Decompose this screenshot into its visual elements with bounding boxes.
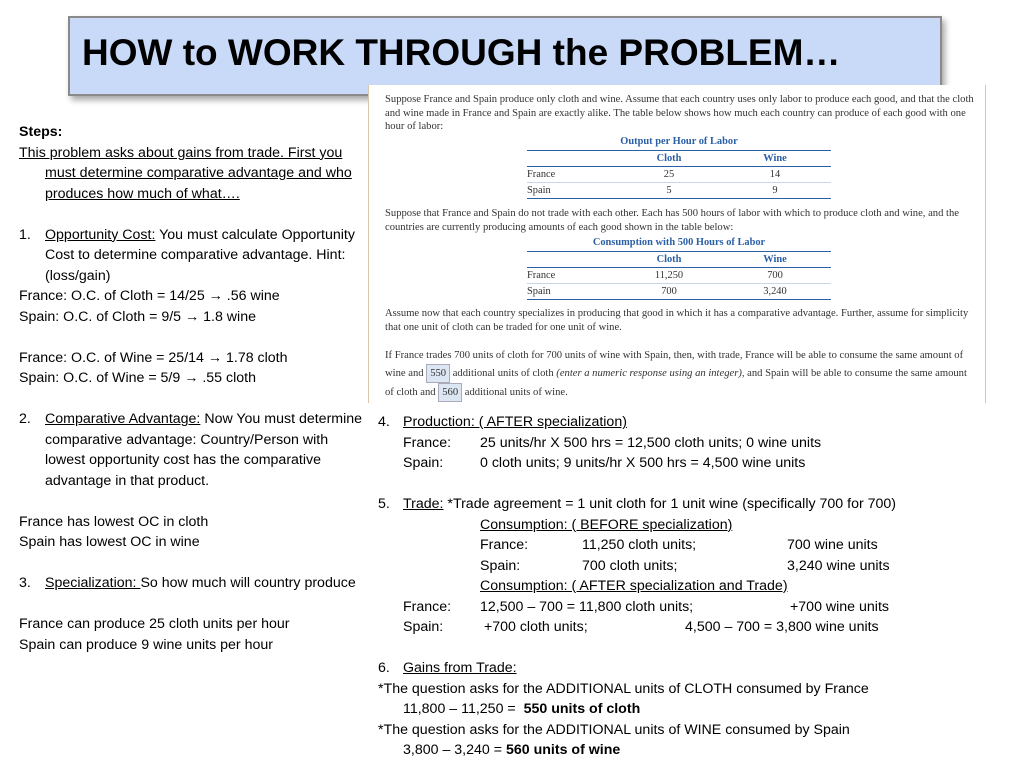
ca-line: Spain has lowest OC in wine — [19, 534, 200, 550]
after-row: France: 12,500 – 700 = 11,800 cloth units; +700 wine units — [403, 598, 889, 615]
oc-line: Spain: O.C. of Wine = 5/9 → .55 cloth — [19, 370, 256, 386]
table-row: Spain 5 9 — [527, 183, 831, 199]
table-caption: Output per Hour of Labor — [527, 135, 831, 151]
step-1-text: You must calculate Opportunity Cost to determine comparative advantage. Hint: (loss/gain) — [45, 226, 355, 284]
slide-title: HOW to WORK THROUGH the PROBLEM… — [82, 32, 841, 73]
answer-wine: 560 units of wine — [505, 742, 621, 758]
table-row: France 11,250 700 — [527, 268, 831, 284]
before-row: France: 11,250 cloth units; 700 wine units — [480, 537, 878, 553]
answer-cloth: 550 units of cloth — [523, 701, 641, 717]
spec-line: France can produce 25 cloth units per hour — [19, 616, 290, 632]
production-row: France: 25 units/hr X 500 hrs = 12,500 cloth units; 0 wine units — [403, 434, 822, 451]
step-1: 1. Opportunity Cost: You must calculate Opportunity Cost to determine comparative advantage. Hint: (loss/gain) — [19, 226, 355, 284]
step-5-heading: Trade: — [403, 496, 444, 512]
consumption-table — [527, 236, 831, 300]
step-2-heading: Comparative Advantage: — [45, 411, 201, 427]
step-2: 2. Comparative Advantage: Now You must determine comparative advantage: Country/Person with lowest opportunity cost has the comparative advantage in that product. — [19, 411, 363, 489]
step-3-heading: Specialization: — [45, 575, 141, 591]
step-1-heading: Opportunity Cost: — [45, 226, 156, 243]
step-6-heading: Gains from Trade: — [403, 660, 517, 676]
answer-box-cloth: 550 — [426, 364, 450, 383]
step-4-heading: Production: ( AFTER specialization) — [403, 414, 627, 430]
step-5: 5. Trade: *Trade agreement = 1 unit cloth for 1 unit wine (specifically 700 for 700) — [378, 494, 1018, 515]
before-row: Spain: 700 cloth units; 3,240 wine units — [480, 557, 890, 574]
steps-label: Steps: — [19, 124, 63, 140]
step-4: 4. Production: ( AFTER specialization) — [378, 412, 1018, 433]
tb-paragraph-2: Suppose that France and Spain do not trade with each other. Each has 500 hours of labor with which to produce cloth and wine, and the countries are currently producing amounts of each good shown in the table below: — [385, 208, 959, 233]
after-heading: Consumption: ( AFTER specialization and Trade) — [480, 578, 788, 594]
after-row: Spain: +700 cloth units; 4,500 – 700 = 3,800 wine units — [403, 619, 879, 635]
tb-paragraph-1: Suppose France and Spain produce only cloth and wine. Assume that each country uses only labor to produce each good, and that the cloth and wine made in France and Spain are exactly alike. The table below shows how much each country can produce of each good with one hour of labor: — [385, 94, 974, 133]
left-column — [19, 122, 364, 655]
textbook-excerpt — [368, 85, 986, 403]
table-row: France 25 14 — [527, 167, 831, 183]
table-caption: Consumption with 500 Hours of Labor — [527, 236, 831, 252]
right-column: 4. Production: ( AFTER specialization) France: 25 units/hr X 500 hrs = 12,500 cloth units; 0 wine units Spain: 0 cloth units; 9 units/hr X 500 hrs = 4,500 wine units 5. Trade: *Trade agreement = 1 unit cloth for 1 unit wine (specifically 700 for 700) Consumption: ( BEFORE specialization) France: 11,250 cloth units; 700 wine units Spain: 700 cloth units; 3,240 wine units Consumption: ( AFTER specialization and Trade) France: 12,500 – 700 = 11,800 cloth units; +700 wine units Spain: +700 cloth units; 4,500 – 700 = 3,800 wine units 6. Gains from Trade: *The question asks for the ADDITIONAL units of CLOTH consumed by France 11,800 – 11,250 = 550 units of cloth *The question asks for the ADDITIONAL units of WINE consumed by Spain 3,800 – 3,240 = 560 units of wine — [378, 412, 1018, 761]
tb-paragraph-4: If France trades 700 units of cloth for 700 units of wine with Spain, then, with trade, France will be able to consume the same amount of wine and 550 additional units of cloth (enter a numeric response using an integer), and Spain will be able to consume the same amount of cloth and 560 additional units of wine. — [385, 347, 975, 402]
production-row: Spain: 0 cloth units; 9 units/hr X 500 hrs = 4,500 wine units — [403, 455, 806, 471]
tb-paragraph-3: Assume now that each country specializes in producing that good in which it has a comparative advantage. Further, assume for simplicity that one unit of cloth can be traded for one unit of wine. — [385, 308, 969, 333]
table-header: Cloth Wine — [527, 151, 831, 167]
title-box — [68, 16, 942, 96]
intro-text: This problem asks about gains from trade. First you must determine comparative advantage and who produces how much of what…. — [19, 144, 352, 202]
question-cloth: *The question asks for the ADDITIONAL units of CLOTH consumed by France — [378, 680, 869, 697]
ca-line: France has lowest OC in cloth — [19, 513, 209, 530]
answer-box-wine: 560 — [438, 383, 462, 402]
before-heading: Consumption: ( BEFORE specialization) — [480, 516, 733, 533]
table-row: Spain 700 3,240 — [527, 284, 831, 300]
step-3: 3. Specialization: So how much will country produce — [19, 575, 356, 591]
step-3-text: So how much will country produce — [140, 575, 356, 591]
oc-line: France: O.C. of Wine = 25/14 → 1.78 cloth — [19, 349, 288, 366]
oc-line: Spain: O.C. of Cloth = 9/5 → 1.8 wine — [19, 308, 256, 325]
step-2-text: Now You must determine comparative advantage: Country/Person with lowest opportunity cost has the comparative advantage in that product. — [45, 411, 363, 489]
output-table — [527, 135, 831, 199]
table-header: Cloth Wine — [527, 252, 831, 268]
spec-line: Spain can produce 9 wine units per hour — [19, 636, 273, 653]
step-6: 6. Gains from Trade: — [378, 658, 1018, 679]
oc-line: France: O.C. of Cloth = 14/25 → .56 wine — [19, 288, 280, 304]
question-wine: *The question asks for the ADDITIONAL units of WINE consumed by Spain — [378, 721, 850, 738]
input-hint: (enter a numeric response using an integer) — [556, 368, 742, 379]
